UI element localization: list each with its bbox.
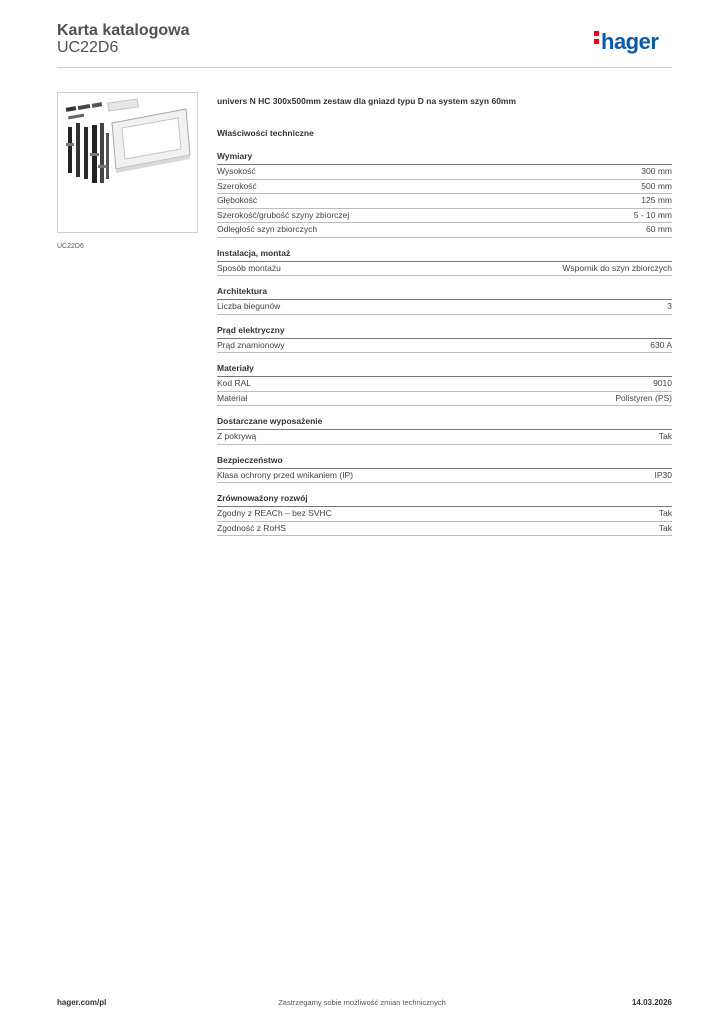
footer-disclaimer: Zastrzegamy sobie możliwość zmian technicznych bbox=[278, 998, 446, 1007]
spec-group-title: Bezpieczeństwo bbox=[217, 455, 672, 469]
spec-value: Tak bbox=[658, 522, 672, 533]
spec-value: 60 mm bbox=[646, 224, 672, 234]
spec-row bbox=[217, 180, 672, 195]
spec-value: 630 A bbox=[650, 339, 672, 350]
image-caption: UC22D6 bbox=[57, 243, 84, 250]
spec-row bbox=[217, 507, 672, 522]
spec-row bbox=[217, 339, 672, 354]
document-title: Karta katalogowa bbox=[57, 22, 190, 39]
product-kit-icon bbox=[58, 93, 197, 232]
spec-row bbox=[217, 430, 672, 445]
spec-label: Odległość szyn zbiorczych bbox=[217, 224, 318, 234]
spec-groups bbox=[217, 151, 672, 536]
spec-group-title: Dostarczane wyposażenie bbox=[217, 416, 672, 430]
spec-group-title: Prąd elektryczny bbox=[217, 325, 672, 339]
spec-heading: Właściwości techniczne bbox=[217, 128, 314, 138]
spec-group-title: Materiały bbox=[217, 363, 672, 377]
spec-label: Zgodność z RoHS bbox=[217, 522, 286, 533]
spec-value: IP30 bbox=[654, 469, 672, 480]
spec-label: Szerokość/grubość szyny zbiorczej bbox=[217, 209, 350, 220]
hager-logo bbox=[594, 28, 658, 56]
logo-mark-icon bbox=[594, 31, 599, 47]
spec-label: Głębokość bbox=[217, 195, 258, 205]
footer-date: 14.03.2026 bbox=[631, 998, 672, 1007]
spec-value: 3 bbox=[667, 301, 672, 311]
spec-row bbox=[217, 392, 672, 407]
spec-label: Klasa ochrony przed wnikaniem (IP) bbox=[217, 469, 354, 480]
spec-value: 5 - 10 mm bbox=[633, 209, 672, 220]
spec-group bbox=[217, 286, 672, 315]
spec-row bbox=[217, 262, 672, 277]
spec-row bbox=[217, 300, 672, 315]
product-image bbox=[57, 92, 198, 233]
spec-value: 300 mm bbox=[641, 166, 672, 176]
spec-group bbox=[217, 416, 672, 445]
spec-value: 125 mm bbox=[641, 195, 672, 205]
spec-group bbox=[217, 248, 672, 277]
spec-value: 500 mm bbox=[641, 180, 672, 191]
spec-row bbox=[217, 165, 672, 180]
spec-group bbox=[217, 151, 672, 238]
spec-value: Tak bbox=[658, 508, 672, 518]
spec-group bbox=[217, 363, 672, 406]
spec-group bbox=[217, 493, 672, 536]
spec-label: Z pokrywą bbox=[217, 431, 257, 441]
spec-label: Zgodny z REACh – bez SVHC bbox=[217, 508, 332, 518]
spec-value: Tak bbox=[658, 431, 672, 441]
header-divider bbox=[57, 67, 672, 68]
spec-row bbox=[217, 469, 672, 484]
spec-group bbox=[217, 325, 672, 354]
logo-text: hager bbox=[601, 29, 659, 54]
spec-group-title: Wymiary bbox=[217, 151, 672, 165]
spec-group bbox=[217, 455, 672, 484]
spec-group-title: Zrównoważony rozwój bbox=[217, 493, 672, 507]
product-name: univers N HC 300x500mm zestaw dla gniazd typu D na system szyn 60mm bbox=[217, 96, 517, 106]
spec-value: 9010 bbox=[653, 378, 672, 388]
spec-label: Wysokość bbox=[217, 166, 256, 176]
spec-row bbox=[217, 377, 672, 392]
spec-row bbox=[217, 522, 672, 537]
spec-label: Liczba biegunów bbox=[217, 301, 281, 311]
spec-value: Polistyren (PS) bbox=[615, 392, 672, 403]
spec-label: Sposób montażu bbox=[217, 262, 281, 273]
spec-group-title: Architektura bbox=[217, 286, 672, 300]
spec-label: Materiał bbox=[217, 392, 248, 403]
spec-row bbox=[217, 223, 672, 238]
spec-section bbox=[217, 96, 672, 536]
product-code: UC22D6 bbox=[57, 39, 119, 56]
spec-value: Wspornik do szyn zbiorczych bbox=[562, 262, 672, 273]
spec-label: Szerokość bbox=[217, 180, 257, 191]
spec-row bbox=[217, 194, 672, 209]
spec-group-title: Instalacja, montaż bbox=[217, 248, 672, 262]
footer-website: hager.com/pl bbox=[57, 998, 107, 1007]
spec-row bbox=[217, 209, 672, 224]
spec-label: Kod RAL bbox=[217, 378, 252, 388]
spec-label: Prąd znamionowy bbox=[217, 339, 285, 350]
